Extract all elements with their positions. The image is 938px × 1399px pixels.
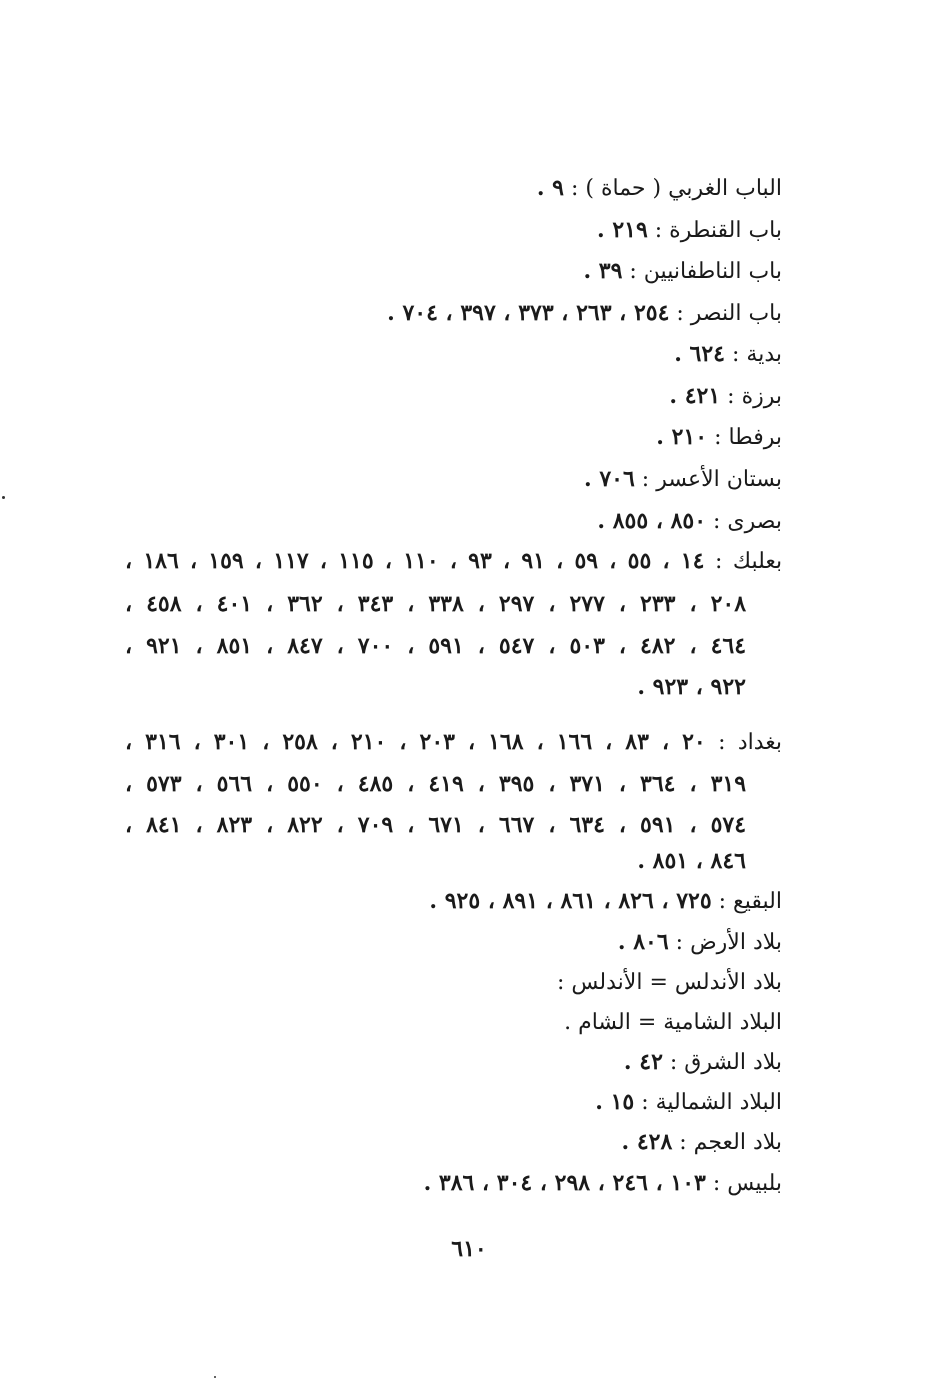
entry-heading: بلبيس :: [712, 1171, 782, 1196]
entry-page-numbers: ٢٥٤ ، ٢٦٣ ، ٣٧٣ ، ٣٩٧ ، ٧٠٤ .: [387, 300, 670, 326]
index-entry: [669, 381, 782, 412]
entry-heading: البلاد الشمالية :: [641, 1090, 782, 1115]
index-entry: [125, 727, 782, 758]
index-entry: [429, 886, 782, 917]
index-entry-continuation: [637, 672, 746, 703]
entry-page-numbers: ٦٢٤ .: [674, 341, 725, 367]
index-entry: [595, 1087, 782, 1118]
index-entry-continuation: [125, 810, 746, 841]
entry-page-numbers: ٢٠ ، ٨٣ ، ١٦٦ ، ١٦٨ ، ٢٠٣ ، ٢١٠ ، ٢٥٨ ، ٣٠١ ، ٣١٦ ،: [125, 729, 706, 755]
entry-page-numbers: ١٥ .: [595, 1089, 635, 1115]
index-entry: [125, 546, 782, 577]
index-entry-continuation: [125, 769, 746, 800]
index-entry: [622, 1127, 783, 1158]
entry-page-numbers: ٤٢٨ .: [621, 1129, 673, 1155]
index-entry: [597, 215, 782, 246]
entry-heading: بستان الأعسر :: [641, 467, 782, 492]
entry-heading: برزة :: [727, 384, 782, 409]
entry-page-numbers: ٩ .: [536, 175, 564, 201]
entry-page-numbers: ٧٢٥ ، ٨٢٦ ، ٨٦١ ، ٨٩١ ، ٩٢٥ .: [429, 888, 712, 914]
index-entry: [584, 464, 782, 495]
entry-heading: البقيع :: [718, 889, 782, 914]
entry-page-numbers: ٤٦٤ ، ٤٨٢ ، ٥٠٣ ، ٥٤٧ ، ٥٩١ ، ٧٠٠ ، ٨٤٧ ، ٨٥١ ، ٩٢١ ،: [125, 633, 747, 659]
entry-page-numbers: ٢١٩ .: [596, 217, 648, 243]
entry-page-numbers: ٤٢ .: [623, 1049, 663, 1075]
index-entry: [624, 1047, 782, 1078]
entry-heading: بعلبك :: [714, 549, 783, 574]
entry-heading: البلاد الشامية = الشام .: [564, 1010, 782, 1035]
entry-page-numbers: ٥٧٤ ، ٥٩١ ، ٦٣٤ ، ٦٦٧ ، ٦٧١ ، ٧٠٩ ، ٨٢٢ ، ٨٢٣ ، ٨٤١ ،: [125, 812, 747, 838]
entry-page-numbers: ٢٠٨ ، ٢٣٣ ، ٢٧٧ ، ٢٩٧ ، ٣٣٨ ، ٣٤٣ ، ٣٦٢ ، ٤٠١ ، ٤٥٨ ،: [125, 591, 747, 617]
entry-page-numbers: ٨٤٦ ، ٨٥١ .: [637, 848, 746, 874]
entry-page-numbers: ٣١٩ ، ٣٦٤ ، ٣٧١ ، ٣٩٥ ، ٤١٩ ، ٤٨٥ ، ٥٥٠ ، ٥٦٦ ، ٥٧٣ ،: [125, 771, 747, 797]
index-entry: [537, 173, 782, 204]
index-entry-continuation: [125, 631, 746, 662]
index-entry: [597, 506, 782, 537]
entry-heading: باب الناطفانيين :: [629, 259, 782, 284]
entry-heading: باب النصر :: [676, 301, 782, 326]
entry-page-numbers: ٩٢٢ ، ٩٢٣ .: [637, 674, 746, 700]
entry-heading: باب القنطرة :: [654, 218, 782, 243]
entry-page-numbers: ٤٢١ .: [669, 383, 721, 409]
entry-page-numbers: ٢١٠ .: [656, 424, 708, 450]
entry-page-numbers: ٨٥٠ ، ٨٥٥ .: [597, 508, 707, 534]
entry-heading: بلاد العجم :: [679, 1130, 782, 1155]
entry-heading: الباب الغربي ( حماة ) :: [571, 176, 782, 201]
entry-page-numbers: ٧٠٦ .: [584, 466, 635, 492]
entry-page-numbers: ٣٩ .: [583, 258, 623, 284]
index-entry: [387, 298, 782, 329]
scan-speck: [214, 1376, 216, 1378]
index-entry: [424, 1168, 782, 1199]
entry-heading: برفطا :: [714, 425, 782, 450]
scan-speck: [2, 496, 5, 499]
index-entry-continuation: [125, 589, 746, 620]
index-entry: [557, 967, 782, 998]
entry-heading: بلاد الشرق :: [669, 1050, 782, 1075]
index-entry-continuation: [637, 846, 746, 877]
index-entry: [674, 339, 782, 370]
entry-page-numbers: ١٤ ، ٥٥ ، ٥٩ ، ٩١ ، ٩٣ ، ١١٠ ، ١١٥ ، ١١٧ ، ١٥٩ ، ١٨٦ ،: [125, 548, 705, 574]
entry-page-numbers: ٨٠٦ .: [617, 929, 669, 955]
index-entry: [618, 927, 782, 958]
entry-heading: بصرى :: [713, 509, 782, 534]
entry-heading: بغداد :: [718, 730, 783, 755]
entry-page-numbers: ١٠٣ ، ٢٤٦ ، ٢٩٨ ، ٣٠٤ ، ٣٨٦ .: [423, 1170, 706, 1196]
entry-heading: بدية :: [732, 342, 782, 367]
page-number: ٦١٠: [451, 1236, 487, 1262]
index-entry: [564, 1007, 782, 1038]
entry-heading: بلاد الأندلس = الأندلس :: [556, 970, 782, 995]
index-entry: [656, 422, 782, 453]
index-entry: [583, 256, 782, 287]
entry-heading: بلاد الأرض :: [675, 930, 782, 955]
